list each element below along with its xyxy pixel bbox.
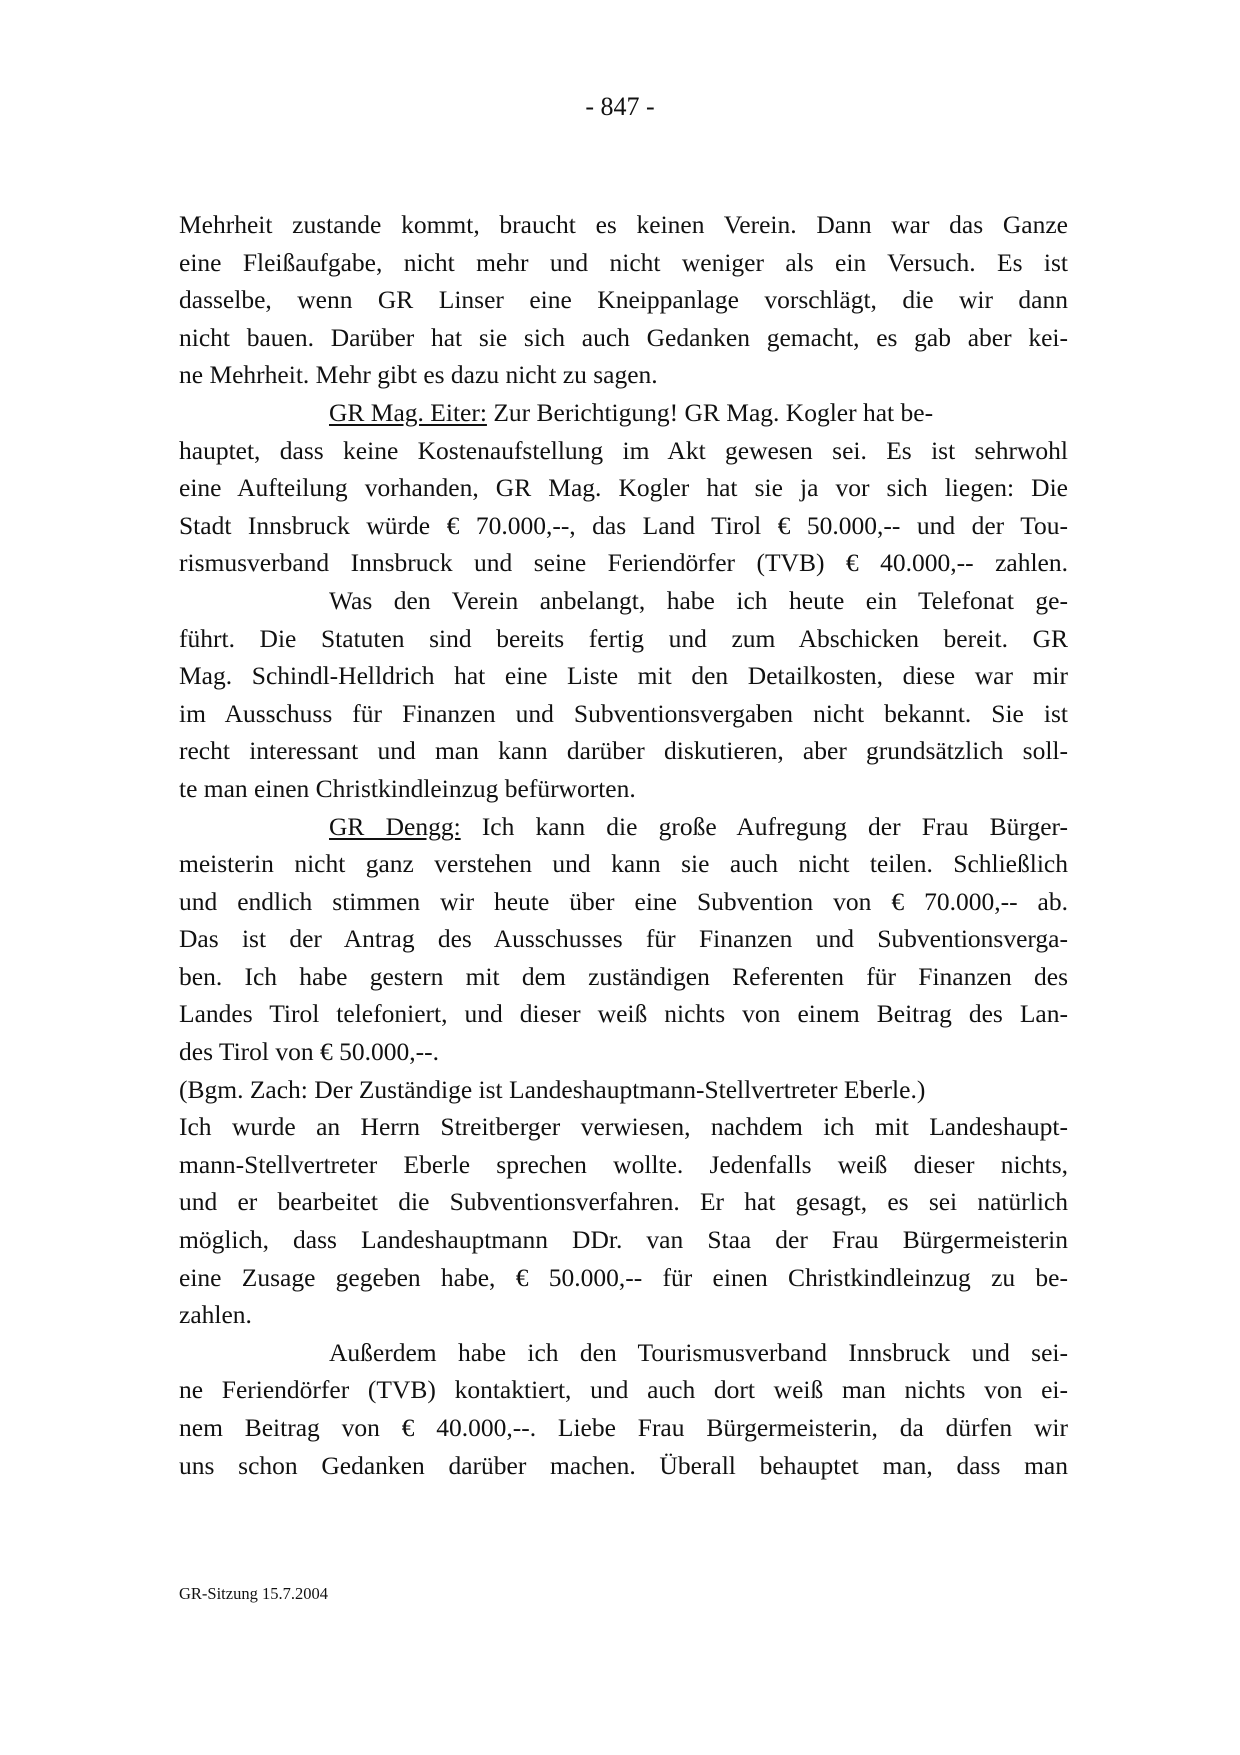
- text-line: [179, 544, 1068, 582]
- text-line: [179, 695, 1068, 733]
- text-line: [179, 995, 1068, 1033]
- text-line: [179, 281, 1068, 319]
- line-text: mann-Stellvertreter Eberle sprechen wollte. Jedenfalls weiß dieser nichts,: [179, 1149, 1068, 1179]
- text-line: [179, 1447, 1068, 1485]
- line-text: eine Zusage gegeben habe, € 50.000,-- für einen Christkindleinzug zu be-: [179, 1262, 1068, 1292]
- text-line: [179, 469, 1068, 507]
- line-text: Ich wurde an Herrn Streitberger verwiesen, nachdem ich mit Landeshaupt-: [179, 1112, 1068, 1142]
- paragraph: [179, 808, 1068, 1071]
- text-line: [179, 845, 1068, 883]
- text-line: [179, 394, 1068, 432]
- text-line: [179, 657, 1068, 695]
- line-text: meisterin nicht ganz verstehen und kann sie auch nicht teilen. Schließlich: [179, 849, 1068, 879]
- line-text: te man einen Christkindleinzug befürworten.: [179, 773, 636, 803]
- line-text: nicht bauen. Darüber hat sie sich auch Gedanken gemacht, es gab aber kei-: [179, 322, 1068, 352]
- line-text: im Ausschuss für Finanzen und Subventionsvergaben nicht bekannt. Sie ist: [179, 698, 1068, 728]
- line-text: hauptet, dass keine Kostenaufstellung im Akt gewesen sei. Es ist sehrwohl: [179, 435, 1068, 465]
- footer: GR-Sitzung 15.7.2004: [179, 1584, 328, 1603]
- paragraph: [179, 582, 1068, 808]
- page-number: - 847 -: [585, 92, 655, 121]
- text-line: [179, 883, 1068, 921]
- line-text: zahlen.: [179, 1300, 252, 1330]
- text-line: [179, 1259, 1068, 1297]
- speaker-name: GR Dengg:: [329, 811, 461, 841]
- line-text: eine Fleißaufgabe, nicht mehr und nicht weniger als ein Versuch. Es ist: [179, 247, 1068, 277]
- line-text: Stadt Innsbruck würde € 70.000,--, das Land Tirol € 50.000,-- und der Tou-: [179, 510, 1068, 540]
- text-line: [179, 1146, 1068, 1184]
- line-text: nem Beitrag von € 40.000,--. Liebe Frau Bürgermeisterin, da dürfen wir: [179, 1413, 1068, 1442]
- line-text: und er bearbeitet die Subventionsverfahren. Er hat gesagt, es sei natürlich: [179, 1187, 1068, 1217]
- text-line: [179, 432, 1068, 470]
- line-text: Landes Tirol telefoniert, und dieser weiß nichts von einem Beitrag des Lan-: [179, 999, 1068, 1029]
- line-text: Zur Berichtigung! GR Mag. Kogler hat be-: [486, 397, 934, 427]
- line-text: dasselbe, wenn GR Linser eine Kneippanlage vorschlägt, die wir dann: [179, 285, 1068, 315]
- text-line: [179, 1221, 1068, 1259]
- line-text: und endlich stimmen wir heute über eine Subvention von € 70.000,-- ab.: [179, 886, 1068, 916]
- line-text: ne Feriendörfer (TVB) kontaktiert, und auch dort weiß man nichts von ei-: [179, 1375, 1068, 1405]
- text-line: [179, 244, 1068, 282]
- paragraph: [179, 1108, 1068, 1334]
- line-text: des Tirol von € 50.000,--.: [179, 1037, 439, 1067]
- line-text: recht interessant und man kann darüber diskutieren, aber grundsätzlich soll-: [179, 736, 1068, 766]
- text-line: [179, 206, 1068, 244]
- text-line: [179, 582, 1068, 620]
- text-line: [179, 1409, 1068, 1447]
- paragraph: [179, 1071, 1068, 1109]
- line-text: eine Aufteilung vorhanden, GR Mag. Kogler hat sie ja vor sich liegen: Die: [179, 473, 1068, 503]
- speaker-name: GR Mag. Eiter:: [329, 397, 487, 427]
- text-line: [179, 732, 1068, 770]
- line-text: Was den Verein anbelangt, habe ich heute ein Telefonat ge-: [329, 585, 1068, 615]
- text-line: [179, 958, 1068, 996]
- line-text: (Bgm. Zach: Der Zuständige ist Landeshauptmann-Stellvertreter Eberle.): [179, 1074, 926, 1104]
- text-line: [179, 1071, 1068, 1109]
- line-text: Ich kann die große Aufregung der Frau Bürger-: [460, 811, 1068, 841]
- line-text: uns schon Gedanken darüber machen. Überall behauptet man, dass man: [179, 1450, 1068, 1480]
- line-text: Mag. Schindl-Helldrich hat eine Liste mit den Detailkosten, diese war mir: [179, 661, 1068, 691]
- line-text: ne Mehrheit. Mehr gibt es dazu nicht zu sagen.: [179, 360, 658, 390]
- text-line: [179, 808, 1068, 846]
- line-text: Mehrheit zustande kommt, braucht es keinen Verein. Dann war das Ganze: [179, 210, 1068, 239]
- paragraph: [179, 206, 1068, 394]
- text-line: [179, 356, 1068, 394]
- text-line: [179, 770, 1068, 808]
- line-text: Das ist der Antrag des Ausschusses für Finanzen und Subventionsverga-: [179, 924, 1068, 954]
- text-line: [179, 1371, 1068, 1409]
- line-text: möglich, dass Landeshauptmann DDr. van Staa der Frau Bürgermeisterin: [179, 1225, 1068, 1255]
- line-text: ben. Ich habe gestern mit dem zuständigen Referenten für Finanzen des: [179, 961, 1068, 991]
- text-line: [179, 1296, 1068, 1334]
- line-text: rismusverband Innsbruck und seine Feriendörfer (TVB) € 40.000,-- zahlen.: [179, 548, 1068, 578]
- text-line: [179, 1334, 1068, 1372]
- text-line: [179, 507, 1068, 545]
- text-line: [179, 1108, 1068, 1146]
- text-line: [179, 1183, 1068, 1221]
- body-text: [179, 206, 1068, 1484]
- paragraph: [179, 1334, 1068, 1484]
- paragraph: [179, 394, 1068, 582]
- text-line: [179, 319, 1068, 357]
- text-line: [179, 920, 1068, 958]
- line-text: führt. Die Statuten sind bereits fertig und zum Abschicken bereit. GR: [179, 623, 1068, 653]
- text-line: [179, 620, 1068, 658]
- line-text: Außerdem habe ich den Tourismusverband Innsbruck und sei-: [329, 1337, 1068, 1367]
- text-line: [179, 1033, 1068, 1071]
